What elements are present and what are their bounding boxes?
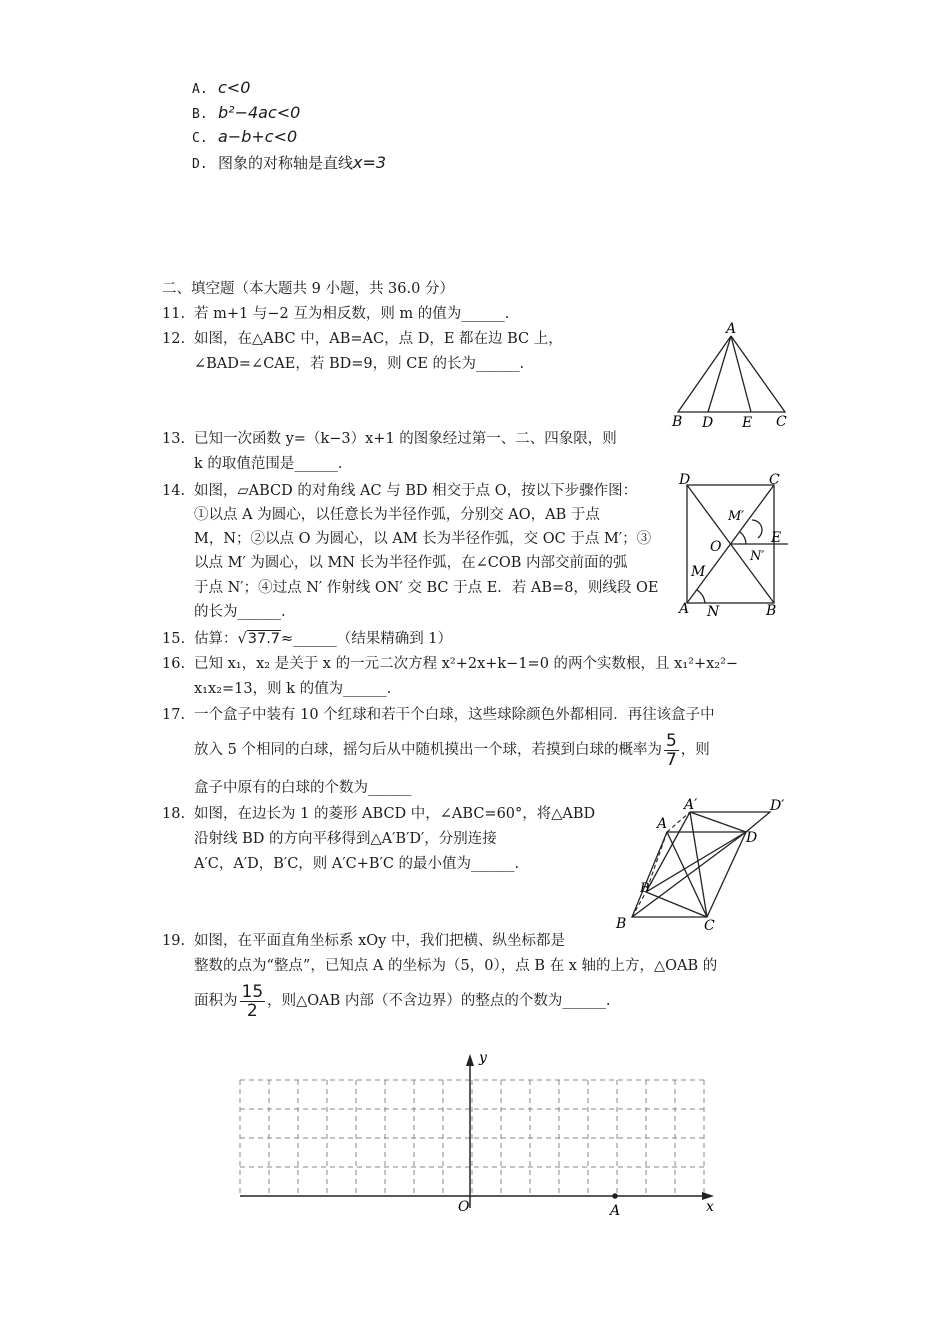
label-n-prime: N′ xyxy=(750,549,765,564)
figure-q19-grid xyxy=(230,1048,730,1223)
q19-line: 面积为 $\frac{15}{2}$ ，则△OAB 内部（不含边界）的整点的个数为______. xyxy=(194,981,611,1021)
q13-line: k 的取值范围是______. xyxy=(194,456,343,472)
option-b: B. b²−4ac<0 xyxy=(192,103,301,122)
q14-line: 以点 M′ 为圆心，以 MN 长为半径作弧，在∠COB 内部交前面的弧 xyxy=(194,555,628,571)
q16-line: x₁x₂=13，则 k 的值为______. xyxy=(194,681,392,697)
q15-text: 估算：√37.7≈______（结果精确到 1） xyxy=(194,631,453,647)
label-o: O xyxy=(458,1199,470,1215)
q17-number: 17. xyxy=(162,707,186,723)
label-c: C xyxy=(769,472,780,488)
label-e: E xyxy=(771,530,782,546)
q17-fraction: $\frac{5}{7}$ xyxy=(665,730,677,770)
label-c: C xyxy=(704,918,715,932)
label-b: B xyxy=(672,414,683,430)
option-c: C. a−b+c<0 xyxy=(192,127,298,146)
q12-number: 12. xyxy=(162,331,186,347)
q14-line: M，N；②以点 O 为圆心，以 AM 长为半径作弧，交 OC 于点 M′；③ xyxy=(194,531,652,547)
q13-line: 已知一次函数 y=（k−3）x+1 的图象经过第一、二、四象限，则 xyxy=(194,431,617,447)
q19-number: 19. xyxy=(162,933,186,949)
q14-number: 14. xyxy=(162,483,186,499)
q17-line: 一个盒子中装有 10 个红球和若干个白球，这些球除颜色外都相同．再往该盒子中 xyxy=(194,707,715,723)
label-a-prime: A′ xyxy=(684,797,698,813)
q14-line: 如图，▱ABCD 的对角线 AC 与 BD 相交于点 O，按以下步骤作图： xyxy=(194,483,638,499)
y-axis-arrow-icon xyxy=(466,1054,474,1066)
point-a xyxy=(612,1193,618,1199)
grid-lines xyxy=(240,1080,704,1196)
label-c: C xyxy=(776,414,787,430)
figure-q18-rhombus xyxy=(610,792,795,932)
q11-text: 若 m+1 与−2 互为相反数，则 m 的值为______. xyxy=(194,306,510,322)
q19-line: 如图，在平面直角坐标系 xOy 中，我们把横、纵坐标都是 xyxy=(194,933,565,949)
q16-number: 16. xyxy=(162,656,186,672)
q12-line: ∠BAD=∠CAE，若 BD=9，则 CE 的长为______. xyxy=(194,356,525,372)
q13-number: 13. xyxy=(162,431,186,447)
q15-radicand: 37.7 xyxy=(247,631,281,647)
figure-q12-triangle xyxy=(668,320,793,432)
q15-number: 15. xyxy=(162,631,186,647)
label-d: D xyxy=(679,472,691,488)
q19-line: 整数的点为“整点”，已知点 A 的坐标为（5，0），点 B 在 x 轴的上方，△OAB 的 xyxy=(194,958,718,974)
section-title: 二、填空题（本大题共 9 小题，共 36.0 分） xyxy=(162,281,454,297)
q12-line: 如图，在△ABC 中，AB=AC，点 D，E 都在边 BC 上， xyxy=(194,331,563,347)
label-e: E xyxy=(742,415,753,431)
label-m-prime: M′ xyxy=(728,509,745,524)
q16-line: 已知 x₁，x₂ 是关于 x 的一元二次方程 x²+2x+k−1=0 的两个实数根，且 x₁²+x₂²− xyxy=(194,656,739,672)
q18-line: 沿射线 BD 的方向平移得到△A′B′D′，分别连接 xyxy=(194,831,497,847)
label-a: A xyxy=(726,321,737,337)
q19-fraction: $\frac{15}{2}$ xyxy=(241,981,264,1021)
q14-line: ①以点 A 为圆心，以任意长为半径作弧，分别交 AO，AB 于点 xyxy=(194,507,600,523)
label-d: D xyxy=(702,415,714,431)
q14-line: 于点 N′；④过点 N′ 作射线 ON′ 交 BC 于点 E．若 AB=8，则线段 OE xyxy=(194,580,659,596)
q11-number: 11. xyxy=(162,306,186,322)
figure-q14-parallelogram xyxy=(672,470,797,622)
label-x: x xyxy=(706,1199,714,1215)
label-d: D xyxy=(746,830,758,846)
label-a: A xyxy=(657,816,668,832)
label-n: N xyxy=(707,604,720,620)
label-d-prime: D′ xyxy=(770,798,785,814)
q18-line: A′C，A′D，B′C，则 A′C+B′C 的最小值为______. xyxy=(194,856,520,872)
label-o: O xyxy=(710,539,722,555)
q17-line: 盒子中原有的白球的个数为______ xyxy=(194,780,412,796)
option-a: A. c<0 xyxy=(192,78,251,97)
q18-line: 如图，在边长为 1 的菱形 ABCD 中，∠ABC=60°，将△ABD xyxy=(194,806,596,822)
q18-number: 18. xyxy=(162,806,186,822)
label-a: A xyxy=(679,601,690,617)
label-b: B xyxy=(616,916,627,932)
label-m: M xyxy=(691,564,706,580)
label-a: A xyxy=(610,1203,621,1219)
q14-line: 的长为______. xyxy=(194,604,286,620)
label-y: y xyxy=(479,1050,487,1066)
label-b-prime: B′ xyxy=(640,881,653,896)
label-b: B xyxy=(766,603,777,619)
q17-line: 放入 5 个相同的白球，摇匀后从中随机摸出一个球，若摸到白球的概率为 $\frac{5}{7}$ ，则 xyxy=(194,730,710,770)
option-d: D. 图象的对称轴是直线x=3 xyxy=(192,153,387,172)
